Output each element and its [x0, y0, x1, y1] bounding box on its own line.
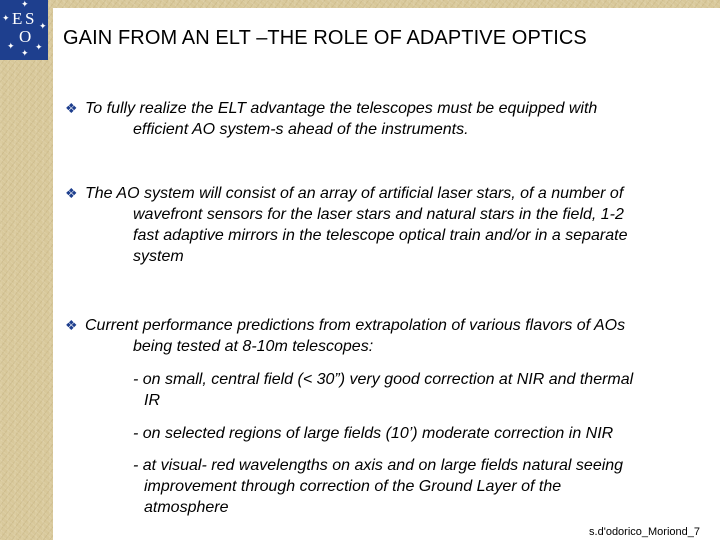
eso-logo [0, 0, 48, 60]
logo-letter-e: E [12, 9, 23, 28]
bullet-item [65, 315, 695, 357]
diamond-flower-bullet-icon: ❖ [65, 100, 78, 116]
bullet-line: The AO system will consist of an array of artificial laser stars, of a number of [85, 185, 624, 202]
bullet-line: being tested at 8-10m telescopes: [133, 338, 374, 355]
bullet-line: Current performance predictions from extrapolation of various flavors of AOs [85, 317, 626, 334]
slide-panel [53, 8, 720, 540]
bullet-item [65, 98, 695, 140]
slide-footer: s.d'odorico_Moriond_7 [589, 526, 700, 538]
sub-item [133, 423, 708, 444]
logo-star-icon: ✦ [21, 48, 29, 58]
bullet-line: To fully realize the ELT advantage the telescopes must be equipped with [85, 100, 598, 117]
sub-item [133, 369, 708, 411]
logo-star-icon: ✦ [2, 13, 10, 23]
logo-star-icon: ✦ [7, 41, 15, 51]
sub-item [133, 455, 708, 518]
logo-letter-s: S [25, 9, 35, 28]
sub-item-line: - at visual- red wavelengths on axis and on large fields natural seeing [133, 457, 624, 474]
diamond-flower-bullet-icon: ❖ [65, 185, 78, 201]
bullet-line: system [133, 248, 184, 265]
bullet-line: efficient AO system-s ahead of the instruments. [133, 121, 469, 138]
logo-star-icon: ✦ [39, 21, 47, 31]
logo-letter-o: O [19, 27, 32, 46]
slide-title: GAIN FROM AN ELT –THE ROLE OF ADAPTIVE OPTICS [63, 27, 587, 49]
sub-item-line: IR [144, 392, 160, 409]
sub-item-line: - on selected regions of large fields (10’) moderate correction in NIR [133, 425, 614, 442]
sub-item-line: atmosphere [144, 499, 229, 516]
bullet-line: wavefront sensors for the laser stars and natural stars in the field, 1-2 [133, 206, 624, 223]
bullet-line: fast adaptive mirrors in the telescope optical train and/or in a separate [133, 227, 628, 244]
sub-item-line: - on small, central field (< 30”) very good correction at NIR and thermal [133, 371, 634, 388]
sub-item-line: improvement through correction of the Ground Layer of the [144, 478, 562, 495]
logo-star-icon: ✦ [35, 42, 43, 52]
diamond-flower-bullet-icon: ❖ [65, 317, 78, 333]
bullet-item [65, 183, 695, 267]
logo-star-icon: ✦ [21, 0, 29, 9]
